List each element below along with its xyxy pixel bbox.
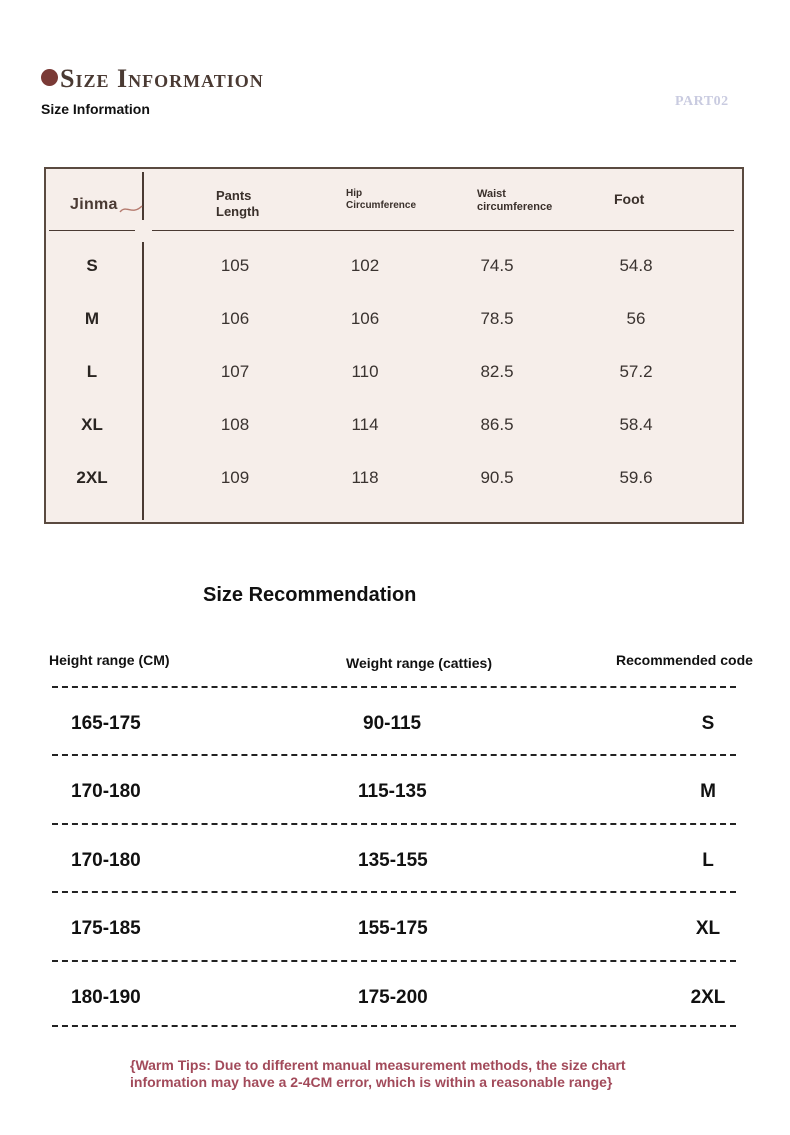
foot-value: 59.6 bbox=[619, 468, 653, 487]
foot-value: 56 bbox=[626, 309, 646, 328]
dashed-divider bbox=[52, 686, 736, 688]
pants-length-value: 107 bbox=[220, 362, 250, 381]
dashed-divider bbox=[52, 891, 736, 893]
warm-tips-line: information may have a 2-4CM error, which is within a reasonable range} bbox=[130, 1074, 613, 1090]
warm-tips-note bbox=[130, 1057, 690, 1091]
waist-value: 74.5 bbox=[480, 256, 514, 275]
brand-label: Jinma bbox=[70, 196, 118, 213]
column-header-line: Pants bbox=[216, 188, 252, 203]
header-divider-right bbox=[152, 230, 734, 231]
recommendation-title: Size Recommendation bbox=[203, 584, 417, 606]
dashed-divider bbox=[52, 823, 736, 825]
height-range-value: 170-180 bbox=[71, 781, 141, 802]
height-range-value: 175-185 bbox=[71, 918, 141, 939]
column-header-line: Hip bbox=[346, 188, 363, 199]
hip-value: 106 bbox=[350, 309, 380, 328]
pants-length-value: 106 bbox=[220, 309, 250, 328]
hip-value: 102 bbox=[350, 256, 380, 275]
weight-range-header: Weight range (catties) bbox=[346, 655, 492, 671]
size-code: S bbox=[86, 256, 98, 275]
waist-value: 90.5 bbox=[480, 468, 514, 487]
height-range-value: 180-190 bbox=[71, 987, 141, 1008]
waist-value: 78.5 bbox=[480, 309, 514, 328]
part-label: PART02 bbox=[675, 94, 729, 109]
recommended-code-value: M bbox=[700, 781, 716, 802]
waist-value: 82.5 bbox=[480, 362, 514, 381]
hip-value: 110 bbox=[351, 362, 379, 381]
weight-range-value: 115-135 bbox=[358, 781, 427, 802]
column-header-foot bbox=[614, 191, 644, 208]
weight-range-value: 175-200 bbox=[358, 987, 428, 1008]
waist-value: 86.5 bbox=[480, 415, 514, 434]
recommended-code-value: 2XL bbox=[690, 987, 726, 1008]
column-header-line: Waist bbox=[477, 188, 506, 200]
column-header-waist bbox=[477, 188, 552, 214]
height-range-header: Height range (CM) bbox=[49, 652, 170, 668]
size-code: L bbox=[86, 362, 98, 381]
foot-value: 54.8 bbox=[619, 256, 653, 275]
height-range-value: 165-175 bbox=[71, 713, 141, 734]
hip-value: 114 bbox=[351, 415, 379, 434]
column-header-line: Foot bbox=[614, 191, 645, 207]
column-header-line: Circumference bbox=[346, 200, 417, 211]
size-code: M bbox=[84, 309, 100, 328]
dashed-divider bbox=[52, 754, 736, 756]
recommended-code-value: L bbox=[702, 850, 714, 871]
dashed-divider bbox=[52, 960, 736, 962]
foot-value: 57.2 bbox=[619, 362, 653, 381]
warm-tips-line: {Warm Tips: Due to different manual measurement methods, the size chart bbox=[130, 1057, 626, 1073]
recommended-code-value: XL bbox=[695, 918, 721, 939]
weight-range-value: 90-115 bbox=[363, 713, 422, 734]
pants-length-value: 109 bbox=[220, 468, 250, 487]
section-subtitle: Size Information bbox=[41, 101, 150, 117]
recommended-code-value: S bbox=[701, 713, 715, 734]
dashed-divider bbox=[52, 1025, 736, 1027]
pants-length-value: 105 bbox=[220, 256, 250, 275]
column-header-pants-length bbox=[216, 188, 259, 219]
size-code: 2XL bbox=[76, 468, 108, 487]
size-column-divider bbox=[142, 242, 144, 520]
hip-value: 118 bbox=[351, 468, 379, 487]
recommended-code-header: Recommended code bbox=[616, 652, 753, 668]
size-code: XL bbox=[81, 415, 103, 434]
header-bullet-dot bbox=[41, 69, 58, 86]
height-range-value: 170-180 bbox=[71, 850, 141, 871]
column-header-line: Length bbox=[216, 203, 260, 219]
foot-value: 58.4 bbox=[619, 415, 653, 434]
column-header-hip bbox=[346, 188, 416, 212]
brand-swirl-icon bbox=[118, 200, 144, 218]
pants-length-value: 108 bbox=[220, 415, 250, 434]
weight-range-value: 135-155 bbox=[358, 850, 428, 871]
section-title: Size Information bbox=[60, 64, 264, 93]
header-divider-left bbox=[49, 230, 135, 231]
weight-range-value: 155-175 bbox=[358, 918, 428, 939]
column-header-line: circumference bbox=[477, 201, 553, 214]
